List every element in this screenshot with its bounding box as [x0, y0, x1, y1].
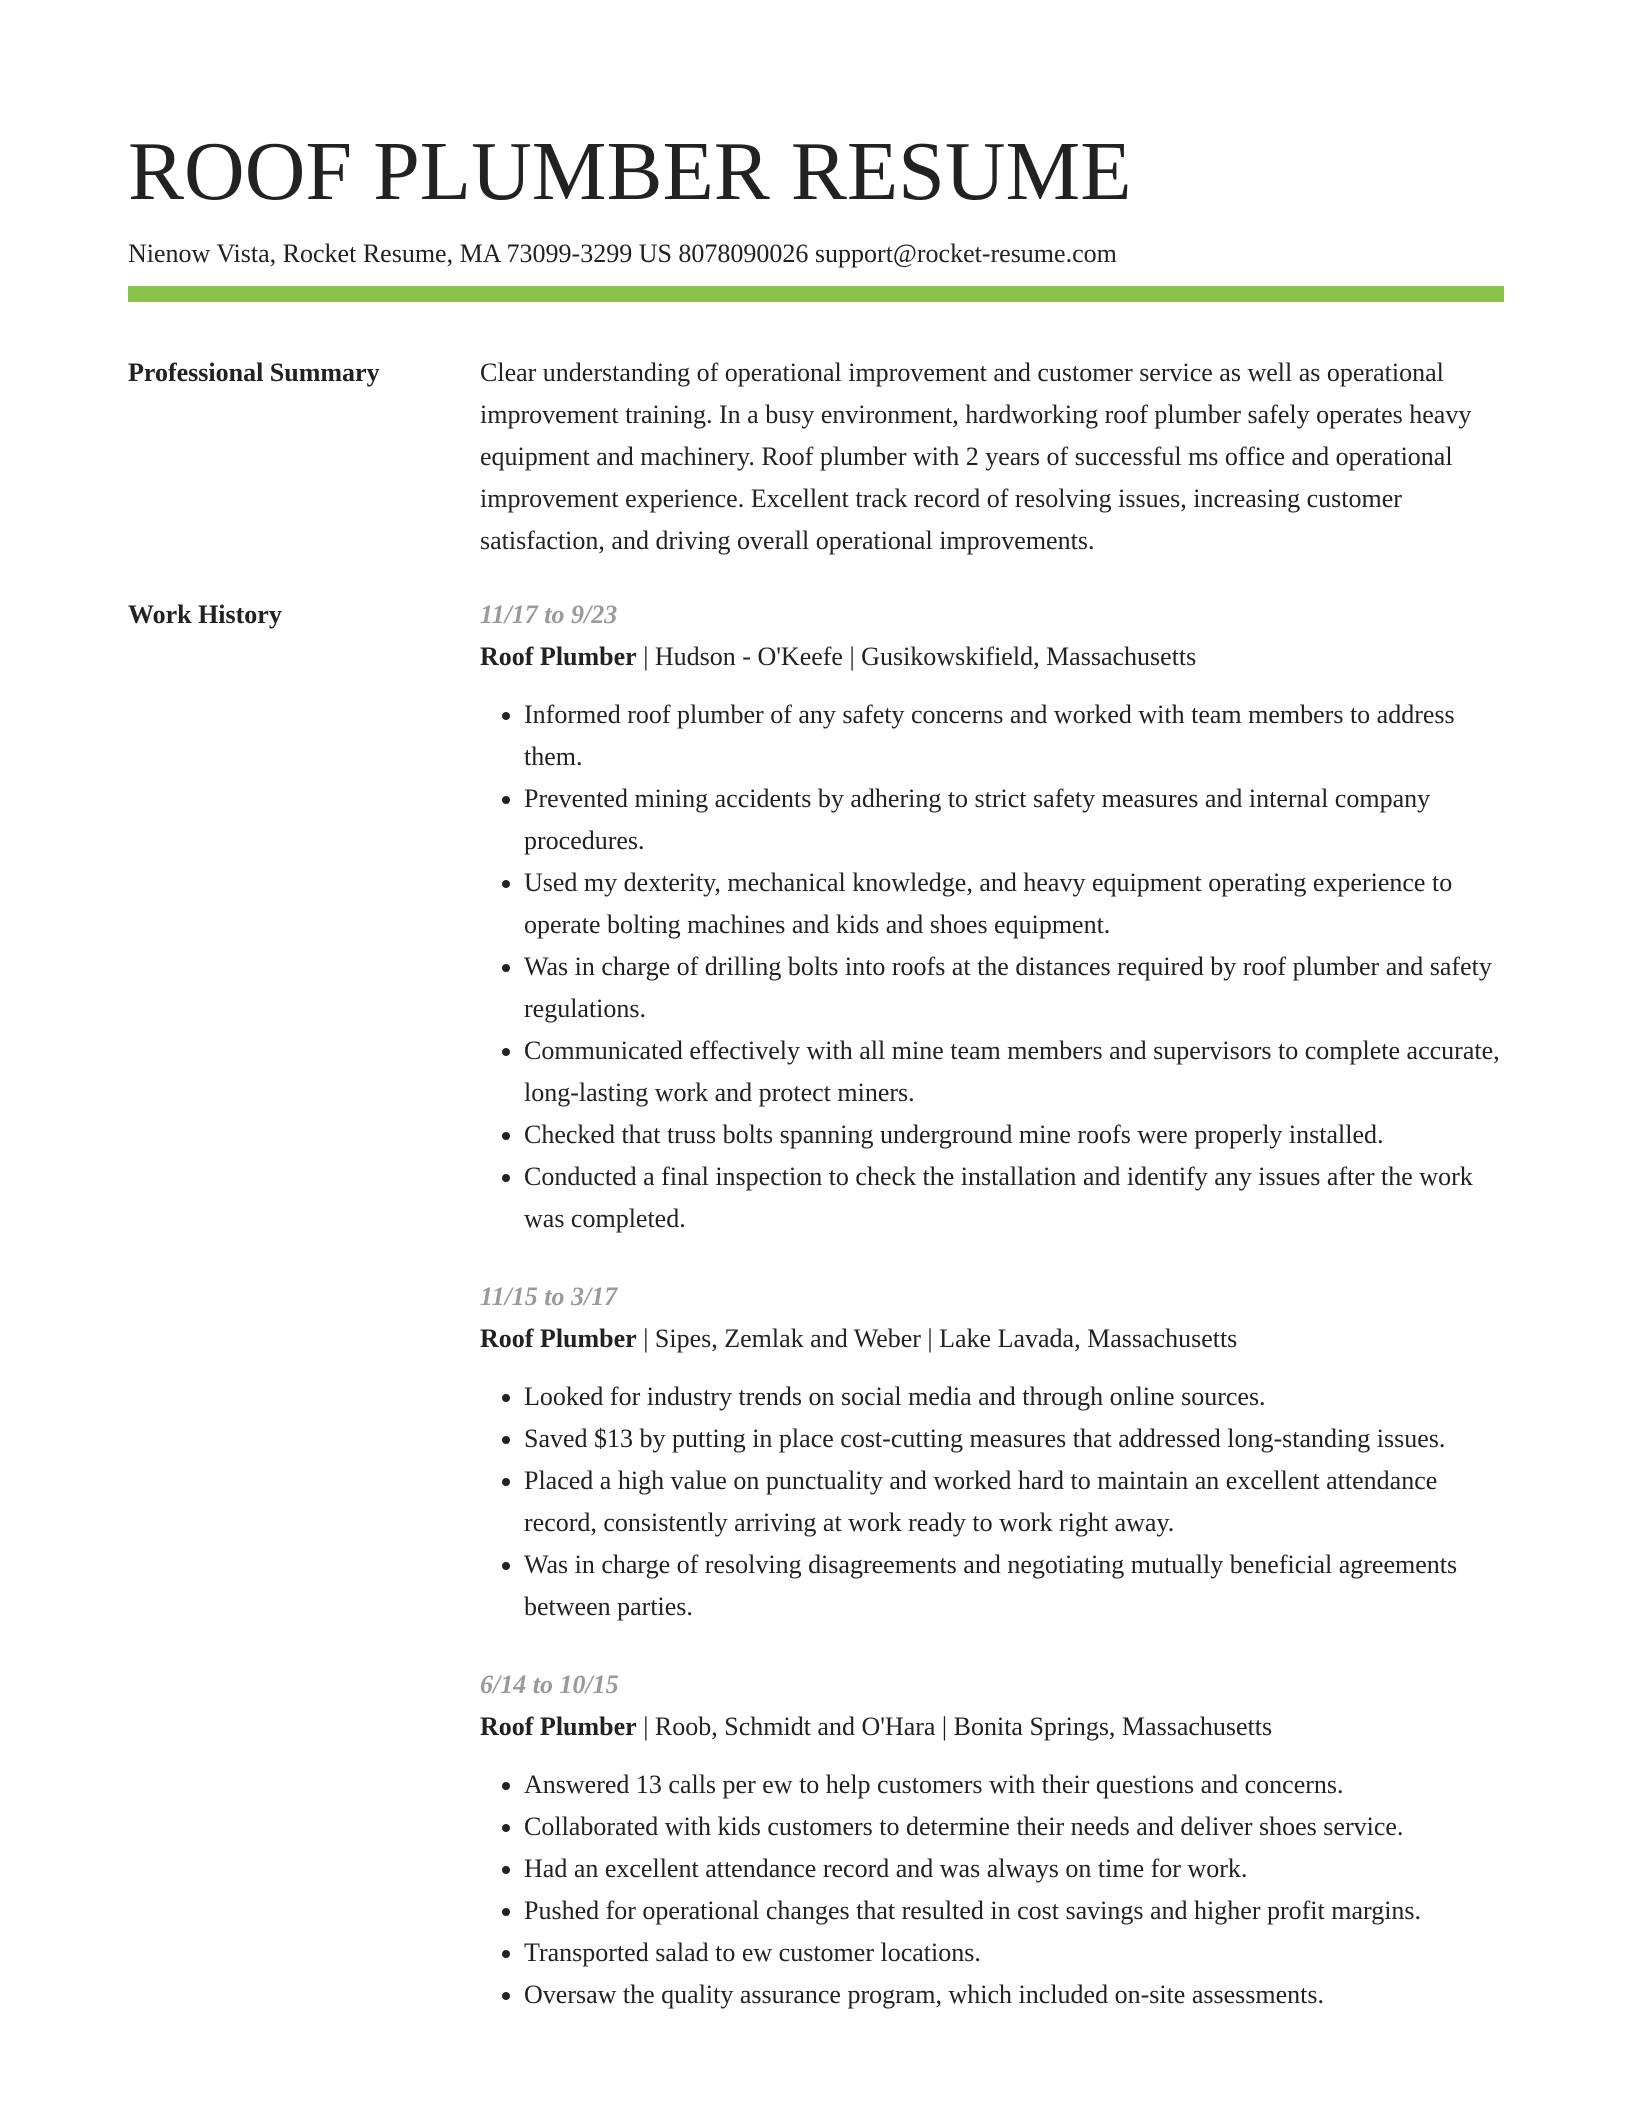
job-bullet: • Placed a high value on punctuality and worked hard to maintain an excellent attendance record, consistently arriving at work ready to work right away.: [524, 1460, 1504, 1544]
job-bullet: • Informed roof plumber of any safety concerns and worked with team members to address them.: [524, 694, 1504, 778]
job-bullets: [480, 1764, 1504, 2016]
contact-line: Nienow Vista, Rocket Resume, MA 73099-3299 US 8078090026 support@rocket-resume.com: [128, 239, 1117, 268]
job-employer-location: | Hudson - O'Keefe | Gusikowskifield, Massachusetts: [636, 642, 1197, 671]
job-bullets: [480, 1376, 1504, 1628]
header-divider: [128, 286, 1504, 302]
job-bullet: • Was in charge of drilling bolts into roofs at the distances required by roof plumber and safety regulations.: [524, 946, 1504, 1030]
job-list: [480, 594, 1504, 2052]
job-bullet: • Was in charge of resolving disagreements and negotiating mutually beneficial agreements between parties.: [524, 1544, 1504, 1628]
job-dates: 11/17 to 9/23: [480, 600, 618, 629]
job-bullets: [480, 694, 1504, 1240]
job-entry: [480, 1664, 1504, 2016]
job-bullet: • Saved $13 by putting in place cost-cutting measures that addressed long-standing issues.: [524, 1418, 1504, 1460]
job-bullet: • Pushed for operational changes that resulted in cost savings and higher profit margins.: [524, 1890, 1504, 1932]
job-title: Roof Plumber: [480, 642, 637, 671]
job-heading: [480, 1318, 1504, 1360]
job-heading: [480, 636, 1504, 678]
job-bullet: • Used my dexterity, mechanical knowledge, and heavy equipment operating experience to operate bolting machines and kids and shoes equipment.: [524, 862, 1504, 946]
job-bullet: • Looked for industry trends on social media and through online sources.: [524, 1376, 1504, 1418]
job-title: Roof Plumber: [480, 1324, 637, 1353]
job-dates: 11/15 to 3/17: [480, 1282, 618, 1311]
job-heading: [480, 1706, 1504, 1748]
job-title: Roof Plumber: [480, 1712, 637, 1741]
job-bullet: • Had an excellent attendance record and was always on time for work.: [524, 1848, 1504, 1890]
job-dates: 6/14 to 10/15: [480, 1670, 619, 1699]
resume-title: ROOF PLUMBER RESUME: [128, 125, 1132, 218]
job-bullet: • Communicated effectively with all mine team members and supervisors to complete accurate, long-lasting work and protect miners.: [524, 1030, 1504, 1114]
work-history-section: [128, 594, 1504, 2052]
section-label-work-history: Work History: [128, 600, 282, 629]
job-bullet: • Checked that truss bolts spanning underground mine roofs were properly installed.: [524, 1114, 1504, 1156]
section-label-summary: Professional Summary: [128, 358, 380, 387]
professional-summary-section: [128, 352, 1504, 562]
job-bullet: • Answered 13 calls per ew to help customers with their questions and concerns.: [524, 1764, 1504, 1806]
job-bullet: • Transported salad to ew customer locations.: [524, 1932, 1504, 1974]
resume-page: [128, 0, 1504, 2052]
job-bullet: • Prevented mining accidents by adhering to strict safety measures and internal company procedures.: [524, 778, 1504, 862]
summary-text: Clear understanding of operational improvement and customer service as well as operational improvement training. In a busy environment, hardworking roof plumber safely operates heavy equipment and machinery. Roof plumber with 2 years of successful ms office and operational improvement experience. Excellent track record of resolving issues, increasing customer satisfaction, and driving overall operational improvements.: [480, 358, 1472, 555]
job-entry: [480, 594, 1504, 1240]
job-employer-location: | Sipes, Zemlak and Weber | Lake Lavada, Massachusetts: [636, 1324, 1238, 1353]
job-employer-location: | Roob, Schmidt and O'Hara | Bonita Springs, Massachusetts: [636, 1712, 1273, 1741]
job-bullet: • Collaborated with kids customers to determine their needs and deliver shoes service.: [524, 1806, 1504, 1848]
job-bullet: • Oversaw the quality assurance program, which included on-site assessments.: [524, 1974, 1504, 2016]
job-entry: [480, 1276, 1504, 1628]
job-bullet: • Conducted a final inspection to check the installation and identify any issues after the work was completed.: [524, 1156, 1504, 1240]
